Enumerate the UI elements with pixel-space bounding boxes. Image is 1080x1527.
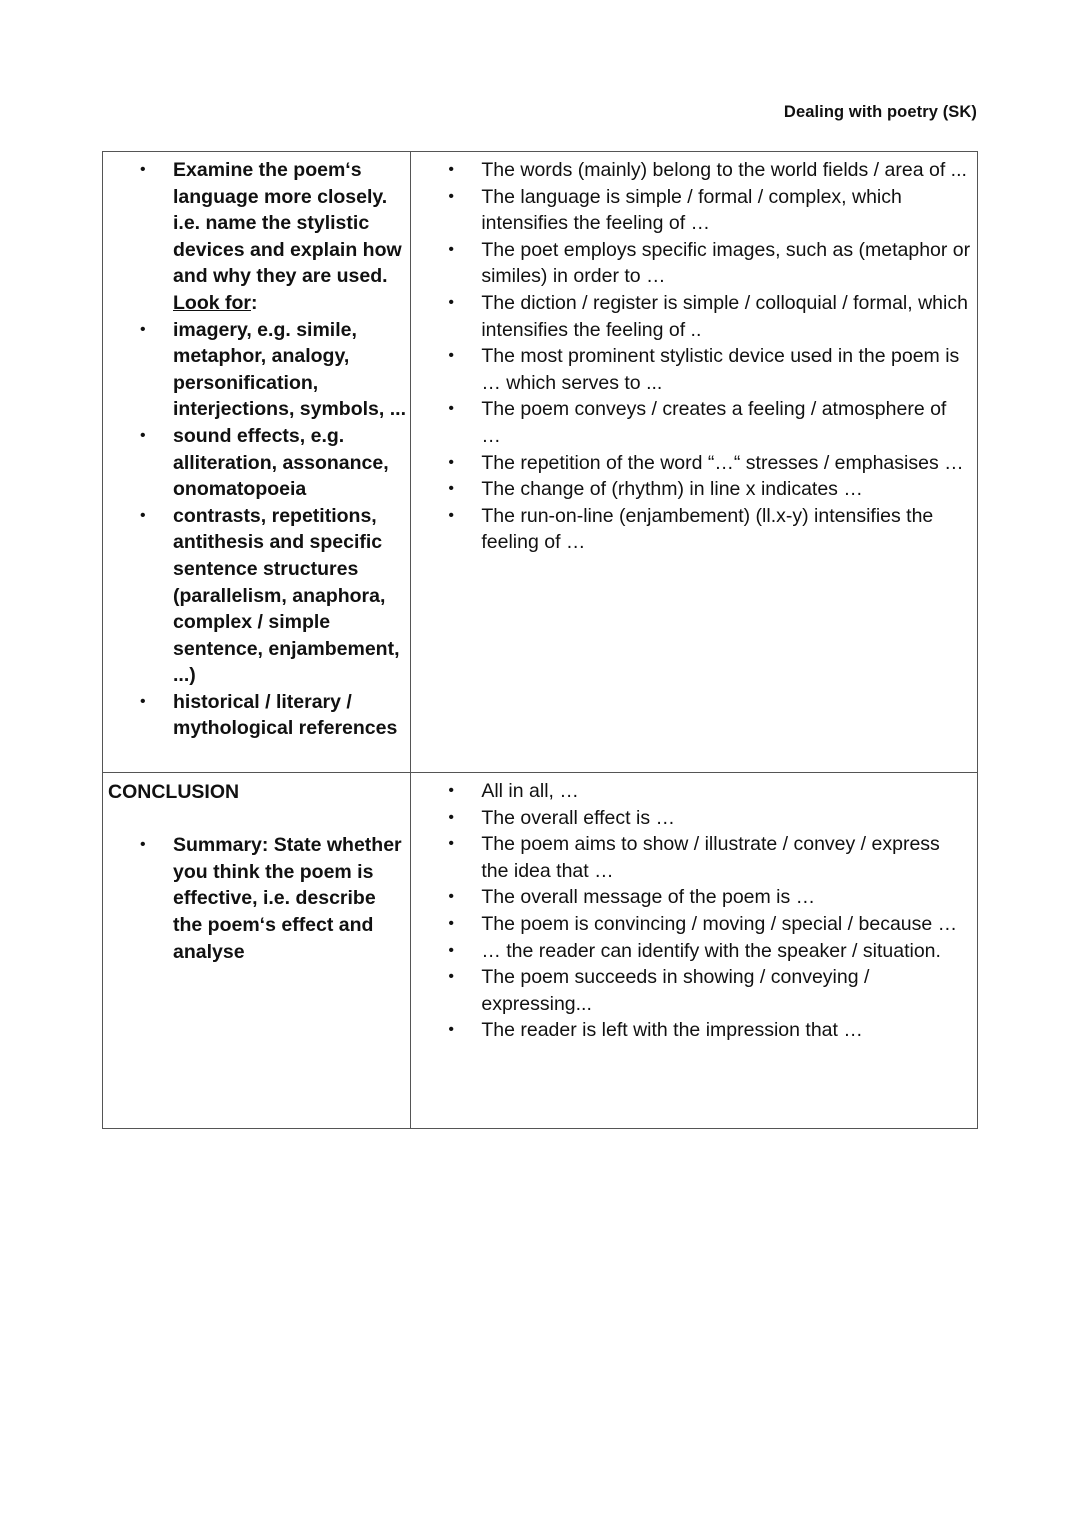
- list-item: [411, 503, 977, 556]
- list-item: [411, 831, 977, 884]
- list-item: [411, 1017, 977, 1044]
- task-text: Examine the poem‘s language more closely. i.e. name the stylistic devices and explain how and why they are used.: [173, 159, 402, 288]
- bullet-icon: •: [448, 347, 454, 365]
- look-for-colon: :: [251, 291, 258, 314]
- table-row-conclusion: [103, 773, 978, 1129]
- phrases-cell-language: [411, 152, 978, 773]
- phrase-text: The most prominent stylistic device used in the poem is … which serves to ...: [481, 345, 960, 394]
- bullet-icon: •: [448, 941, 454, 959]
- page-header-title: Dealing with poetry (SK): [783, 103, 977, 121]
- phrase-text: … the reader can identify with the speaker / situation.: [481, 939, 941, 962]
- phrase-text: The diction / register is simple / colloquial / formal, which intensifies the feeling of ..: [481, 291, 968, 341]
- bullet-icon: •: [448, 453, 454, 471]
- list-item: [103, 832, 410, 965]
- list-item: [103, 689, 410, 742]
- phrase-text: The reader is left with the impression that …: [481, 1019, 863, 1042]
- phrase-text: All in all, …: [481, 780, 579, 802]
- bullet-icon: •: [448, 240, 454, 258]
- bullet-icon: •: [448, 480, 454, 498]
- list-item: [411, 476, 977, 503]
- phrase-text: The change of (rhythm) in line x indicates …: [481, 478, 863, 501]
- phrase-text: The poem is convincing / moving / special / because …: [481, 912, 958, 935]
- task-cell-conclusion: [103, 773, 411, 1129]
- list-item: [411, 184, 977, 237]
- bullet-icon: •: [448, 782, 454, 799]
- bullet-icon: •: [448, 400, 454, 418]
- phrase-text: The overall message of the poem is …: [481, 886, 816, 909]
- list-item: [103, 157, 410, 317]
- bullet-icon: •: [448, 161, 454, 178]
- phrase-text: The language is simple / formal / complex, which intensifies the feeling of …: [481, 185, 902, 235]
- phrases-cell-conclusion: [411, 773, 978, 1129]
- list-item: [411, 964, 977, 1017]
- phrase-text: The repetition of the word “…“ stresses / emphasises …: [481, 451, 964, 474]
- bullet-icon: •: [448, 914, 454, 932]
- list-item: [103, 503, 410, 689]
- task-list: [103, 152, 410, 742]
- list-item: [411, 778, 977, 805]
- list-item: [411, 450, 977, 477]
- phrase-text: The poet employs specific images, such as (metaphor or similes) in order to …: [481, 238, 971, 288]
- spacer: [103, 806, 410, 833]
- bullet-icon: •: [140, 506, 146, 524]
- list-item: [411, 805, 977, 832]
- task-text: imagery, e.g. simile, metaphor, analogy, personification, interjections, symbols, ...: [173, 318, 406, 421]
- task-text: historical / literary / mythological references: [173, 690, 398, 740]
- list-item: [411, 884, 977, 911]
- bullet-icon: •: [140, 320, 146, 338]
- phrase-text: The poem aims to show / illustrate / convey / express the idea that …: [481, 833, 940, 882]
- list-item: [411, 157, 977, 184]
- list-item: [411, 938, 977, 965]
- phrases-table: [102, 151, 978, 1129]
- bullet-icon: •: [448, 888, 454, 906]
- bullet-icon: •: [140, 692, 146, 710]
- bullet-icon: •: [448, 808, 454, 826]
- bullet-icon: •: [140, 161, 146, 178]
- list-item: [411, 396, 977, 449]
- phrase-text: The poem conveys / creates a feeling / atmosphere of …: [481, 398, 947, 447]
- bullet-icon: •: [140, 836, 146, 854]
- phrase-text: The poem succeeds in showing / conveying / expressing...: [481, 966, 870, 1015]
- list-item: [411, 290, 977, 343]
- section-heading-conclusion: CONCLUSION: [108, 781, 240, 803]
- bullet-icon: •: [448, 1021, 454, 1039]
- phrase-list: [411, 152, 977, 556]
- task-list: [103, 832, 410, 965]
- bullet-icon: •: [140, 426, 146, 444]
- table-row-language: [103, 152, 978, 773]
- list-item: [411, 911, 977, 938]
- bullet-icon: •: [448, 835, 454, 853]
- phrase-list: [411, 773, 977, 1044]
- task-text: Summary: State whether you think the poem is effective, i.e. describe the poem‘s effect and analyse: [173, 834, 402, 963]
- bullet-icon: •: [448, 187, 454, 205]
- list-item: [103, 317, 410, 423]
- phrase-text: The words (mainly) belong to the world fields / area of ...: [481, 159, 967, 181]
- task-text: sound effects, e.g. alliteration, assonance, onomatopoeia: [173, 424, 389, 501]
- list-item: [411, 343, 977, 396]
- bullet-icon: •: [448, 968, 454, 986]
- bullet-icon: •: [448, 293, 454, 311]
- phrase-text: The overall effect is …: [481, 806, 675, 829]
- look-for-label: Look for: [173, 291, 251, 314]
- task-cell-language: [103, 152, 411, 773]
- phrase-text: The run-on-line (enjambement) (ll.x-y) intensifies the feeling of …: [481, 504, 934, 554]
- task-text: contrasts, repetitions, antithesis and specific sentence structures (parallelism, anaphora, complex / simple sentence, enjambement, ...): [173, 504, 400, 687]
- list-item: [411, 237, 977, 290]
- bullet-icon: •: [448, 506, 454, 524]
- list-item: [103, 423, 410, 503]
